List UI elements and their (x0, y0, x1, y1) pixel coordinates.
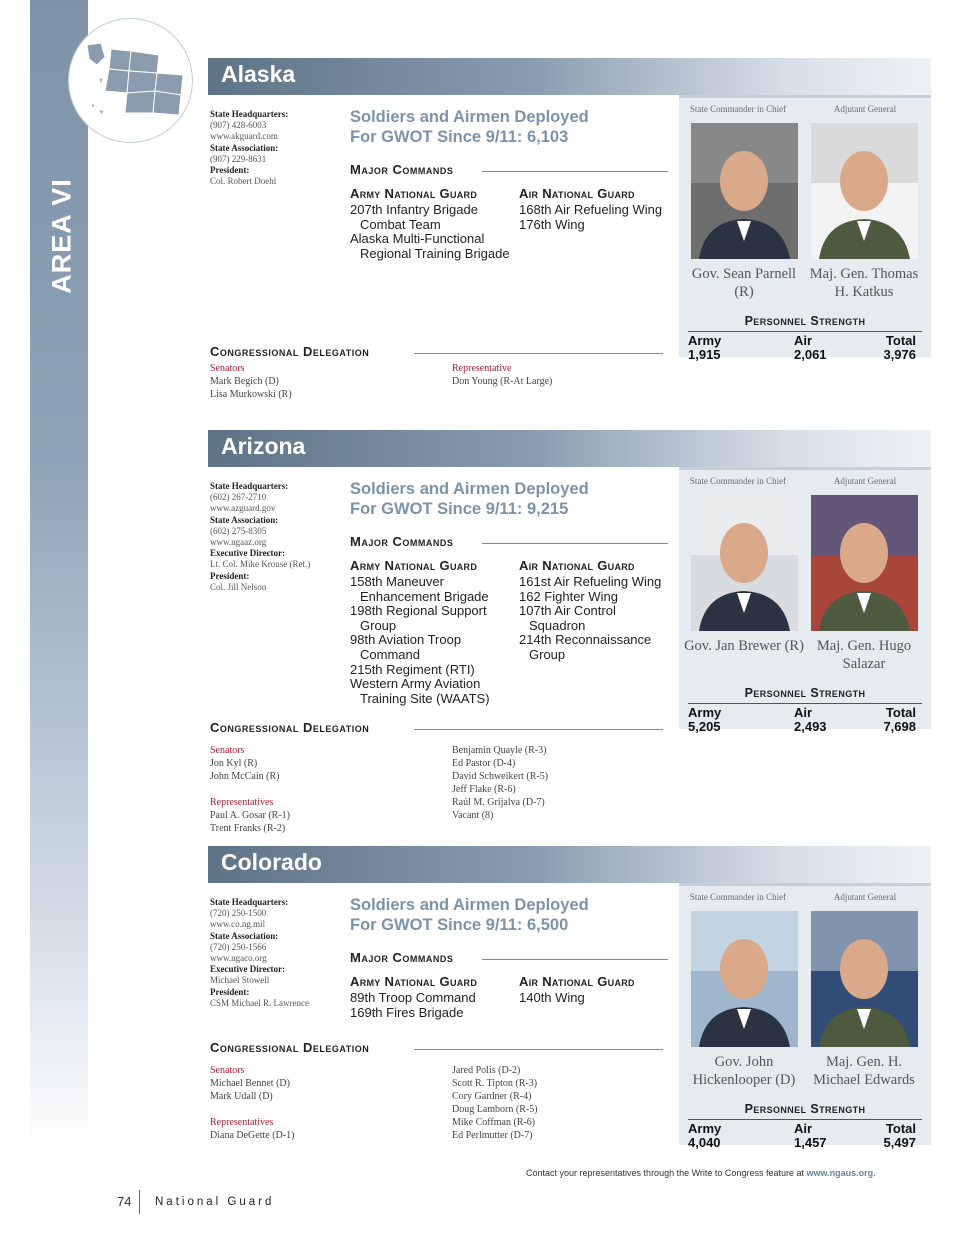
air-command-item: 168th Air Refueling Wing (519, 202, 663, 217)
info-value: (720) 250-1500 (210, 908, 267, 919)
army-strength-value: 1,915 (688, 347, 721, 362)
delegation-heading: Congressional Delegation (210, 720, 370, 735)
info-value: www.azguard.gov (210, 503, 276, 514)
delegation-member: Don Young (R-At Large) (452, 376, 553, 387)
army-command-item: Western Army Aviation Training Site (WAATS) (350, 676, 490, 706)
delegation-member: Ed Perlmutter (D-7) (452, 1130, 533, 1141)
major-commands-heading: Major Commands (350, 534, 454, 549)
delegation-member: Trent Franks (R-2) (210, 823, 286, 834)
state-header (208, 846, 931, 883)
personnel-strength-heading: Personnel Strength (744, 1102, 866, 1116)
leadership-panel (679, 95, 931, 362)
deployed-summary (350, 895, 589, 935)
deployed-line-2: For GWOT Since 9/11: 6,103 (350, 128, 569, 146)
deployed-summary (350, 479, 589, 519)
state-header (208, 430, 931, 467)
army-strength-value: 4,040 (688, 1135, 721, 1150)
commander-caption: State Commander in Chief (689, 892, 787, 902)
army-command-item: 215th Regiment (RTI) (350, 661, 475, 677)
army-command-item: 198th Regional Support Group (350, 603, 487, 633)
area-side-bar (30, 0, 88, 1150)
delegation-member: Scott R. Tipton (R-3) (452, 1078, 538, 1089)
info-label: President: (210, 165, 250, 176)
total-strength-value: 5,497 (883, 1135, 916, 1150)
air-commands-list (519, 203, 674, 232)
air-guard-heading: Air National Guard (519, 974, 635, 989)
personnel-strength-heading: Personnel Strength (744, 314, 866, 328)
strength-rule (688, 1119, 922, 1120)
air-command-item: 176th Wing (519, 216, 585, 232)
air-commands-list (519, 991, 674, 1006)
major-commands-heading: Major Commands (350, 950, 454, 965)
info-value: www.ngaco.org (210, 953, 267, 964)
commander-name: Gov. Jan Brewer (R) (684, 638, 804, 654)
info-label: State Association: (210, 930, 279, 941)
state-contact-info (210, 897, 335, 1009)
total-strength-value: 7,698 (883, 719, 916, 734)
army-command-item: 158th Maneuver Enhancement Brigade (350, 574, 489, 604)
deployed-summary (350, 107, 589, 147)
info-value: CSM Michael R. Lawrence (210, 997, 309, 1008)
major-commands-rule (482, 171, 668, 172)
info-value: (907) 428-6003 (210, 120, 267, 131)
air-guard-heading: Air National Guard (519, 558, 635, 573)
state-name: Arizona (221, 433, 306, 459)
air-strength-value: 2,493 (794, 719, 827, 734)
army-strength (688, 1122, 721, 1150)
air-command-item: 140th Wing (519, 990, 585, 1005)
delegation-member: John McCain (R) (210, 771, 280, 782)
air-strength (794, 334, 827, 362)
info-value: www.akguard.com (210, 131, 278, 142)
delegation-right (452, 1064, 662, 1142)
delegation-member: Cory Gardner (R-4) (452, 1091, 532, 1102)
info-label: State Headquarters: (210, 109, 289, 119)
delegation-heading: Congressional Delegation (210, 344, 370, 359)
delegation-member: Michael Bennet (D) (210, 1078, 290, 1089)
deployed-line-2: For GWOT Since 9/11: 9,215 (350, 500, 569, 518)
info-label: President: (210, 570, 250, 581)
delegation-rule (414, 729, 663, 730)
info-label: State Association: (210, 514, 279, 525)
ngaus-link[interactable]: www.ngaus.org (806, 1168, 874, 1178)
area-label: AREA VI (46, 178, 77, 294)
publication-name: National Guard (155, 1196, 275, 1208)
army-commands-list (350, 991, 515, 1020)
army-strength (688, 706, 721, 734)
info-value: (602) 267-2710 (210, 492, 267, 503)
adjutant-photo (811, 911, 918, 1047)
delegation-member: Raúl M. Grijalva (D-7) (452, 797, 545, 808)
army-command-item: 207th Infantry Brigade Combat Team (350, 202, 478, 232)
delegation-left (210, 362, 440, 401)
army-command-item: Alaska Multi-Functional Regional Training Brigade (350, 231, 510, 261)
info-value: Lt. Col. Mike Krouse (Ret.) (210, 559, 311, 570)
commander-photo (691, 123, 798, 259)
army-strength-label: Army (688, 333, 722, 348)
army-guard-heading: Army National Guard (350, 186, 478, 201)
strength-rule (688, 331, 922, 332)
commander-name: Gov. Sean Parnell (R) (691, 266, 797, 300)
army-guard-heading: Army National Guard (350, 558, 478, 573)
delegation-left (210, 744, 440, 835)
air-command-item: 107th Air Control Squadron (519, 603, 616, 633)
info-value: Col. Robert Doehl (210, 176, 277, 187)
delegation-member: Mark Begich (D) (210, 376, 279, 387)
deployed-line-1: Soldiers and Airmen Deployed (350, 108, 589, 126)
air-strength (794, 1122, 827, 1150)
delegation-member: Jon Kyl (R) (210, 758, 258, 769)
personnel-strength-heading: Personnel Strength (744, 686, 866, 700)
strength-rule (688, 703, 922, 704)
info-value: Col. Jill Nelson (210, 581, 267, 592)
info-label: State Headquarters: (210, 897, 289, 907)
leadership-panel (679, 467, 931, 734)
total-strength-label: Total (885, 705, 916, 720)
footer-note: Contact your representatives through the Write to Congress feature at www.ngaus.org. (526, 1168, 876, 1178)
delegation-right (452, 362, 662, 388)
delegation-rule (414, 1049, 663, 1050)
air-commands-list (519, 575, 674, 663)
state-contact-info (210, 481, 335, 593)
army-command-item: 89th Troop Command (350, 990, 476, 1005)
air-strength-value: 2,061 (794, 347, 827, 362)
info-label: State Headquarters: (210, 481, 289, 491)
adjutant-photo (811, 495, 918, 631)
info-value: (907) 229-8631 (210, 153, 267, 164)
info-value: Michael Stowell (210, 975, 270, 986)
major-commands-rule (482, 959, 668, 960)
adjutant-caption: Adjutant General (833, 476, 897, 486)
delegation-right (452, 744, 662, 822)
major-commands-rule (482, 543, 668, 544)
air-command-item: 162 Fighter Wing (519, 588, 618, 604)
delegation-member: Vacant (8) (452, 810, 494, 821)
deployed-line-1: Soldiers and Airmen Deployed (350, 896, 589, 914)
air-command-item: 161st Air Refueling Wing (519, 574, 662, 589)
adjutant-caption: Adjutant General (833, 892, 897, 902)
adjutant-name: Maj. Gen. H. Michael Edwards (813, 1054, 915, 1088)
army-strength-label: Army (688, 1121, 722, 1136)
deployed-line-2: For GWOT Since 9/11: 6,500 (350, 916, 569, 934)
info-value: (720) 250-1566 (210, 941, 267, 952)
army-commands-list (350, 203, 515, 261)
adjutant-photo (811, 123, 918, 259)
state-name: Colorado (221, 849, 322, 875)
delegation-label: Representatives (210, 1117, 274, 1128)
total-strength-label: Total (885, 1121, 916, 1136)
delegation-member: Paul A. Gosar (R-1) (210, 810, 290, 821)
air-strength-label: Air (794, 705, 813, 720)
state-contact-info (210, 109, 335, 187)
commander-photo (691, 495, 798, 631)
delegation-member: David Schweikert (R-5) (452, 771, 549, 782)
delegation-member: Mark Udall (D) (210, 1091, 273, 1102)
air-command-item: 214th Reconnaissance Group (519, 632, 652, 662)
footer-divider (139, 1190, 140, 1214)
info-value: (602) 275-8305 (210, 525, 267, 536)
adjutant-caption: Adjutant General (833, 104, 897, 114)
footer-note-text: Contact your representatives through the Write to Congress feature at (526, 1168, 804, 1178)
delegation-label: Senators (210, 1065, 245, 1076)
commander-caption: State Commander in Chief (689, 476, 787, 486)
air-strength-value: 1,457 (794, 1135, 827, 1150)
air-strength-label: Air (794, 1121, 813, 1136)
state-name: Alaska (221, 61, 296, 87)
adjutant-name: Maj. Gen. Hugo Salazar (816, 638, 912, 672)
delegation-left (210, 1064, 440, 1142)
army-command-item: 169th Fires Brigade (350, 1004, 464, 1020)
major-commands-heading: Major Commands (350, 162, 454, 177)
delegation-rule (414, 353, 663, 354)
army-command-item: 98th Aviation Troop Command (350, 632, 462, 662)
delegation-member: Mike Coffman (R-6) (452, 1117, 536, 1128)
army-commands-list (350, 575, 515, 706)
delegation-member: Diana DeGette (D-1) (210, 1130, 295, 1141)
army-guard-heading: Army National Guard (350, 974, 478, 989)
total-strength (883, 1122, 916, 1150)
commander-caption: State Commander in Chief (689, 104, 787, 114)
total-strength (883, 706, 916, 734)
air-strength (794, 706, 827, 734)
commander-photo (691, 911, 798, 1047)
delegation-label: Representative (452, 363, 512, 374)
info-label: President: (210, 986, 250, 997)
page-number: 74 (117, 1194, 132, 1209)
total-strength (883, 334, 916, 362)
info-label: Executive Director: (210, 548, 286, 559)
adjutant-name: Maj. Gen. Thomas H. Katkus (809, 266, 919, 300)
air-guard-heading: Air National Guard (519, 186, 635, 201)
delegation-member: Ed Pastor (D-4) (452, 758, 516, 769)
delegation-label: Representatives (210, 797, 274, 808)
delegation-member: Jared Polis (D-2) (452, 1065, 521, 1076)
region-map-icon (68, 18, 193, 143)
army-strength (688, 334, 721, 362)
delegation-label: Senators (210, 363, 245, 374)
leadership-panel (679, 883, 931, 1150)
info-label: Executive Director: (210, 964, 286, 975)
delegation-member: Jeff Flake (R-6) (452, 784, 516, 795)
delegation-label: Senators (210, 745, 245, 756)
info-value: www.ngaaz.org (210, 537, 267, 548)
info-value: www.co.ng.mil (210, 919, 266, 930)
total-strength-value: 3,976 (883, 347, 916, 362)
delegation-member: Lisa Murkowski (R) (210, 389, 292, 400)
state-header (208, 58, 931, 95)
info-label: State Association: (210, 142, 279, 153)
delegation-member: Benjamin Quayle (R-3) (452, 745, 547, 756)
army-strength-label: Army (688, 705, 722, 720)
army-strength-value: 5,205 (688, 719, 721, 734)
deployed-line-1: Soldiers and Airmen Deployed (350, 480, 589, 498)
total-strength-label: Total (885, 333, 916, 348)
air-strength-label: Air (794, 333, 813, 348)
delegation-heading: Congressional Delegation (210, 1040, 370, 1055)
commander-name: Gov. John Hickenlooper (D) (692, 1054, 796, 1088)
delegation-member: Doug Lamborn (R-5) (452, 1104, 538, 1115)
